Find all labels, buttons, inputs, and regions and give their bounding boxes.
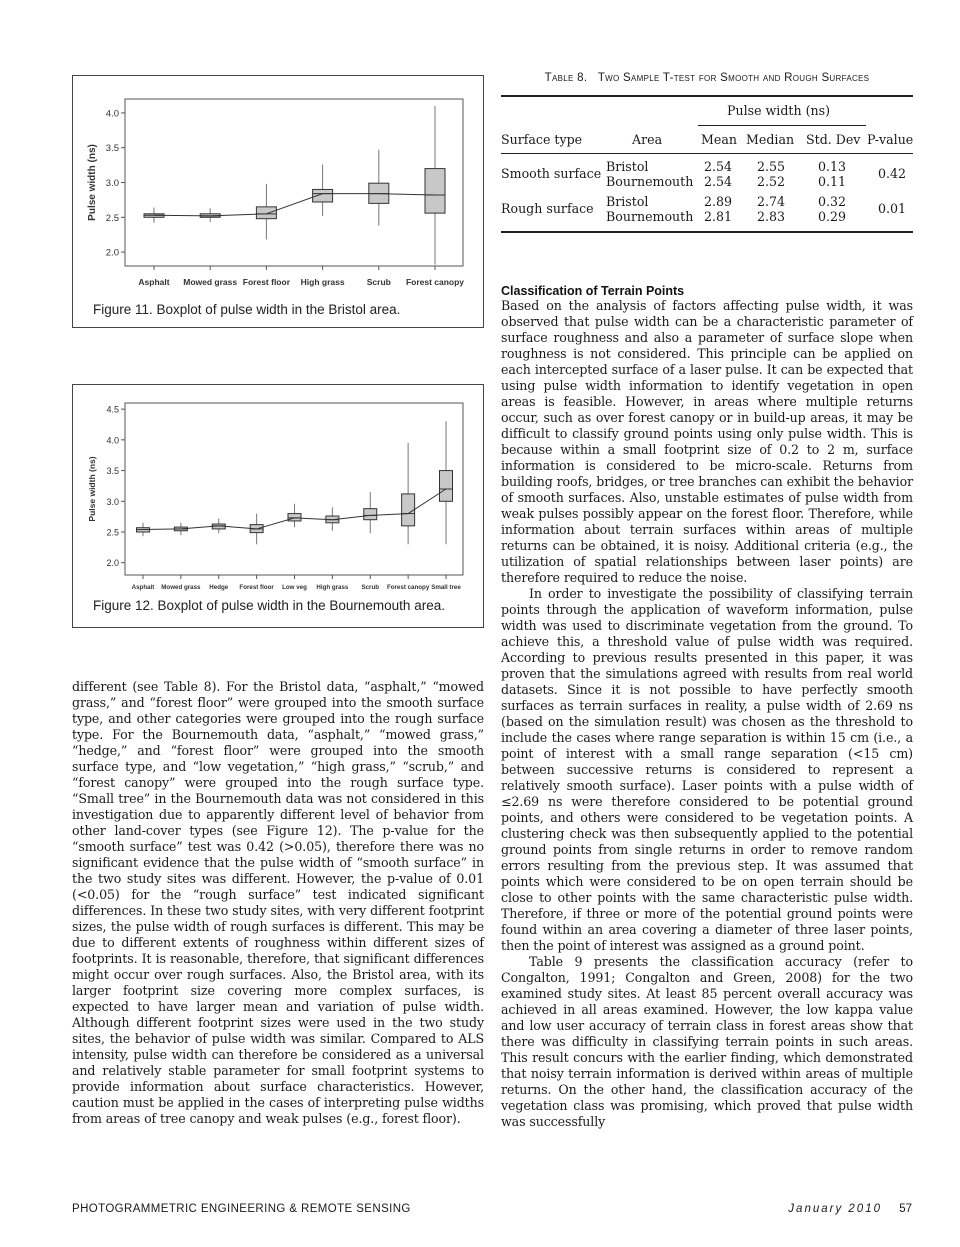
figure-11-chart (73, 76, 483, 327)
x-tick-label: Scrub (366, 277, 391, 287)
cell-area: Bristol (606, 194, 649, 209)
box (364, 509, 377, 520)
body-paragraph: different (see Table 8). For the Bristol data, “asphalt,” “mowed grass,” and “forest floor” were grouped into the smooth surface type, and other categories were grouped into the rough surface type. For the Bournemouth data, “asphalt,” “mowed grass,” “hedge,” and “forest floor” were grouped into the smooth surface type, and “low vegetation,” “high grass,” “scrub,” and “forest canopy” were grouped into the rough surface type. “Small tree” in the Bournemouth data was not considered in this investigation due to apparently different level of behavior from other land-cover types (see Figure 12). The p-value for the “smooth surface” test was 0.42 (>0.05), therefore there was no significant evidence that the pulse width of “smooth surface” in the two study sites was different. However, the p-value of 0.01 (<0.05) for the “rough surface” test indicated significant differences. In these two study sites, with very different footprint sizes, the pulse width of rough surfaces is different. This may be due to different extents of roughness within different sizes of footprints. It is reasonable, therefore, that significant differences might occur over rough surfaces. Also, the Bristol area, with its larger footprint size covering more complex surfaces, is expected to have larger mean and variation of pulse width. Although different footprint sizes were used in the two study sites, the behavior of pulse width was similar. Compared to ALS intensity, pulse width can therefore be considered as a universal and relatively stable parameter for small footprint systems to provide information about surface characteristics. However, caution must be applied in the cases of interpreting pulse widths from areas of tree canopy and weak pulses (e.g., forest floor). (72, 679, 484, 1126)
y-tick-label: 2.0 (106, 558, 119, 569)
cell-std: 0.11 (818, 174, 847, 189)
box (256, 207, 276, 219)
figure-12 (72, 384, 484, 628)
th-median: Median (746, 132, 795, 147)
th-std-dev: Std. Dev (806, 132, 861, 147)
x-tick-label: Forest canopy (386, 584, 430, 591)
section-heading: Classification of Terrain Points (501, 284, 685, 298)
right-column (501, 298, 913, 1130)
cell-p-value: 0.42 (878, 166, 907, 181)
table-bottom-rule (501, 231, 913, 233)
x-tick-label: Low veg (282, 584, 307, 591)
cell-median: 2.83 (757, 209, 786, 224)
footer-journal: PHOTOGRAMMETRIC ENGINEERING & REMOTE SENSING (72, 1203, 411, 1215)
x-tick-label: High grass (300, 277, 345, 287)
table-group-rule (698, 125, 866, 126)
box (288, 514, 301, 521)
figure-12-caption: Figure 12. Boxplot of pulse width in the Bournemouth area. (93, 598, 445, 613)
y-tick-label: 3.5 (106, 466, 119, 477)
figure-12-chart (73, 385, 483, 627)
y-tick-label: 2.5 (105, 212, 119, 224)
box (402, 494, 415, 526)
x-tick-label: Asphalt (131, 584, 155, 591)
x-tick-label: Forest floor (242, 277, 291, 287)
cell-median: 2.74 (757, 194, 786, 209)
left-column (72, 679, 484, 1127)
cell-area: Bournemouth (606, 174, 694, 189)
th-surface-type: Surface type (501, 132, 583, 147)
cell-std: 0.32 (818, 194, 847, 209)
cell-area: Bristol (606, 159, 649, 174)
cell-std: 0.13 (818, 159, 847, 174)
x-tick-label: Asphalt (138, 277, 170, 287)
y-tick-label: 3.0 (106, 496, 119, 507)
x-tick-label: Scrub (361, 584, 380, 591)
figure-11-caption: Figure 11. Boxplot of pulse width in the Bristol area. (93, 302, 401, 317)
y-tick-label: 3.5 (105, 143, 119, 155)
cell-median: 2.55 (757, 159, 786, 174)
cell-mean: 2.81 (704, 209, 733, 224)
row-smooth-surface: Smooth surface (501, 166, 602, 181)
box (425, 169, 445, 214)
y-tick-label: 4.0 (106, 435, 119, 446)
figure-11 (72, 75, 484, 328)
table-top-rule (501, 95, 913, 97)
table-mid-rule (501, 153, 913, 154)
x-tick-label: Mowed grass (161, 584, 201, 591)
footer-right (788, 1203, 912, 1215)
body-paragraph: Table 9 presents the classification accuracy (refer to Congalton, 1991; Congalton and Green, 2008) for the two examined study sites. At least 85 percent overall accuracy was achieved in all areas examined. However, the low kappa value and low user accuracy of terrain class in forest areas show that there was difficulty in classifying terrain points in such areas. This result concurs with the earlier finding, which demonstrated that noisy terrain information is derived within areas of multiple returns. On the other hand, the classification accuracy of the vegetation class was promising, which proved that pulse width was successfully (501, 954, 913, 1129)
y-tick-label: 4.5 (106, 404, 119, 415)
cell-mean: 2.54 (704, 159, 733, 174)
y-tick-label: 4.0 (105, 108, 119, 120)
x-tick-label: High grass (316, 584, 349, 591)
footer-page-number: 57 (899, 1203, 912, 1215)
cell-area: Bournemouth (606, 209, 694, 224)
table-8-title (501, 72, 913, 84)
median-connector (154, 194, 435, 216)
row-rough-surface: Rough surface (501, 201, 594, 216)
y-axis-label: Pulse width (ns) (87, 456, 97, 522)
box (440, 471, 453, 502)
body-paragraph: In order to investigate the possibility of classifying terrain points through the application of waveform information, pulse width was used to discriminate vegetation from the ground. To achieve this, a threshold value of pulse width was required. According to previous results presented in this paper, it was proven that the simulations agreed with results from real world datasets. Since it is not possible to have perfectly smooth surfaces as terrain surfaces in reality, a pulse width of 2.69 ns (based on the simulation result) was chosen as the threshold to include the cases where range separation is within 15 cm (i.e., a point of interest with a small range separation (<15 cm) between successive returns is considered to represent a relatively smooth surface). Laser points with a pulse width of ≤2.69 ns were therefore considered to be potential ground points, and others were considered to be vegetation points. A clustering check was then subsequently applied to the potential ground points from single returns in order to remove random errors resulting from the previous step. It was assumed that points which were considered to be on open terrain should be close to other points with the same characteristic pulse width. Therefore, if three or more of the potential ground points were found within an area covering a diameter of three laser points, then the point of interest was assigned as a ground point. (501, 586, 913, 953)
table-8-label: Table 8. (544, 72, 588, 84)
cell-std: 0.29 (818, 209, 847, 224)
cell-median: 2.52 (757, 174, 786, 189)
x-tick-label: Forest canopy (405, 277, 465, 287)
body-paragraph: Based on the analysis of factors affecting pulse width, it was observed that pulse width can be a characteristic parameter of surface roughness and also a parameter of surface slope when roughness is not considered. This principle can be applied on each intercepted surface of a laser pulse. It can be expected that using pulse width information to identify vegetation in open areas is feasible. However, in areas where multiple returns occur, such as over forest canopy or in build-up areas, it may be difficult to classify ground points using only pulse width. This is because within a small footprint size of 0.2 to 2 m, surface information is considered to be micro-scale. Returns from building roofs, bridges, or tree branches can exhibit the behavior of smooth surfaces. Also, unstable estimates of pulse width from weak pulses possibly appear on the forest floor. Therefore, while information about terrain surfaces within areas of multiple returns can be obtained, it is noisy. Additional criteria (e.g., the utilization of spatial relationships between laser points) are therefore required to reduce the noise. (501, 298, 913, 585)
th-mean: Mean (701, 132, 737, 147)
x-tick-label: Mowed grass (183, 277, 238, 287)
y-tick-label: 2.0 (105, 247, 119, 259)
cell-mean: 2.89 (704, 194, 733, 209)
y-tick-label: 2.5 (106, 527, 119, 538)
plot-frame (125, 99, 463, 266)
x-tick-label: Small tree (431, 584, 461, 591)
x-tick-label: Hedge (209, 584, 229, 591)
plot-frame (125, 403, 463, 575)
y-axis-label: Pulse width (ns) (87, 144, 98, 221)
th-area: Area (632, 132, 663, 147)
y-tick-label: 3.0 (105, 178, 119, 189)
footer-date: January 2010 (788, 1203, 882, 1215)
cell-mean: 2.54 (704, 174, 733, 189)
x-tick-label: Forest floor (239, 584, 274, 591)
table-group-header: Pulse width (ns) (727, 103, 830, 118)
table-8-caption: Two Sample T-test for Smooth and Rough Surfaces (597, 72, 870, 84)
cell-p-value: 0.01 (878, 201, 907, 216)
th-p-value: P-value (867, 132, 914, 147)
